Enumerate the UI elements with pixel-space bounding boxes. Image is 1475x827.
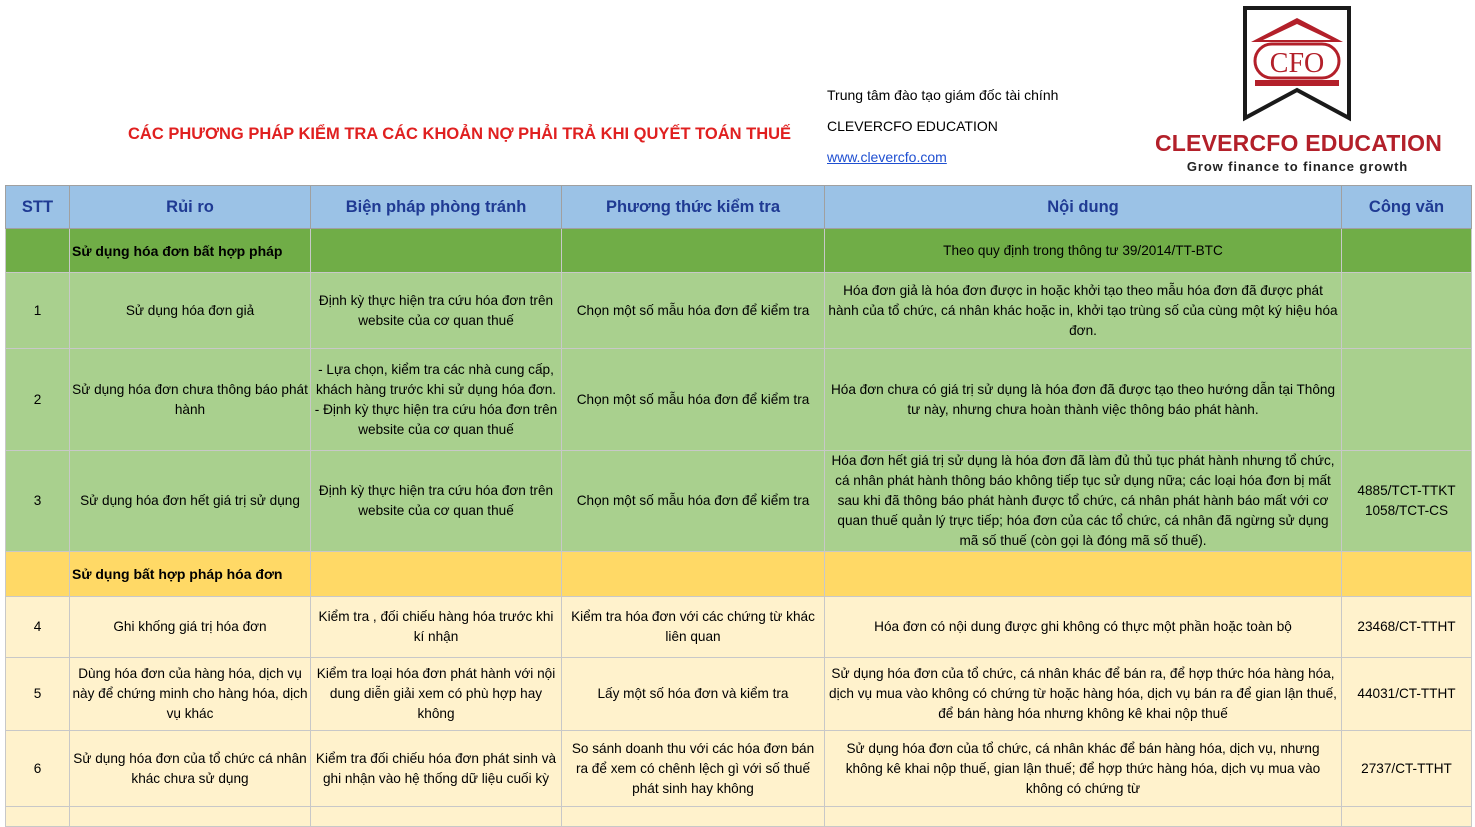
- method-cell[interactable]: Chọn một số mẫu hóa đơn để kiểm tra: [562, 273, 825, 349]
- doc-cell[interactable]: [1342, 273, 1472, 349]
- risk-cell[interactable]: Sử dụng hóa đơn chưa thông báo phát hành: [70, 349, 311, 451]
- col-header-prevention[interactable]: Biện pháp phòng tránh: [311, 186, 562, 229]
- empty-cell[interactable]: [562, 807, 825, 827]
- doc-cell[interactable]: 44031/CT-TTHT: [1342, 658, 1472, 731]
- section-empty-cell[interactable]: [311, 552, 562, 597]
- logo-slogan: Grow finance to finance growth: [1186, 159, 1409, 174]
- table-row: [6, 658, 1472, 731]
- table-row: [6, 597, 1472, 658]
- doc-cell[interactable]: 23468/CT-TTHT: [1342, 597, 1472, 658]
- empty-cell[interactable]: [1342, 807, 1472, 827]
- page-title: CÁC PHƯƠNG PHÁP KIỂM TRA CÁC KHOẢN NỢ PHẢI TRẢ KHI QUYẾT TOÁN THUẾ: [128, 125, 792, 143]
- risk-cell[interactable]: Sử dụng hóa đơn hết giá trị sử dụng: [70, 451, 311, 552]
- prevention-cell[interactable]: Định kỳ thực hiện tra cứu hóa đơn trên website của cơ quan thuế: [311, 451, 562, 552]
- doc-cell[interactable]: 2737/CT-TTHT: [1342, 731, 1472, 807]
- cfo-house-icon: [1155, 6, 1440, 131]
- method-cell[interactable]: Chọn một số mẫu hóa đơn để kiểm tra: [562, 349, 825, 451]
- empty-cell[interactable]: [70, 807, 311, 827]
- section-empty-cell[interactable]: [562, 229, 825, 273]
- table-row: [6, 273, 1472, 349]
- stt-cell[interactable]: 2: [6, 349, 70, 451]
- section-row-illegal-use: [6, 552, 1472, 597]
- risk-cell[interactable]: Sử dụng hóa đơn giả: [70, 273, 311, 349]
- risk-cell[interactable]: Dùng hóa đơn của hàng hóa, dịch vụ này để chứng minh cho hàng hóa, dịch vụ khác: [70, 658, 311, 731]
- section-empty-cell[interactable]: [311, 229, 562, 273]
- website-link[interactable]: www.clevercfo.com: [827, 149, 947, 165]
- empty-cell[interactable]: [825, 807, 1342, 827]
- section-empty-cell[interactable]: [825, 552, 1342, 597]
- center-name: Trung tâm đào tạo giám đốc tài chính: [827, 87, 1059, 103]
- stt-cell[interactable]: 4: [6, 597, 70, 658]
- section-stt-cell[interactable]: [6, 229, 70, 273]
- section-empty-cell[interactable]: [562, 552, 825, 597]
- org-name: CLEVERCFO EDUCATION: [827, 118, 998, 134]
- table-row: [6, 451, 1472, 552]
- col-header-risk[interactable]: Rủi ro: [70, 186, 311, 229]
- method-cell[interactable]: Chọn một số mẫu hóa đơn để kiểm tra: [562, 451, 825, 552]
- center-info: [827, 80, 1058, 173]
- stt-cell[interactable]: 1: [6, 273, 70, 349]
- content-cell[interactable]: Hóa đơn hết giá trị sử dụng là hóa đơn đã làm đủ thủ tục phát hành nhưng tổ chức, cá nhân phát hành thông báo không tiếp tục sử dụng nữa; các loại hóa đơn bị mất sau khi đã thông báo phát hành được tổ chức, cá nhân phát hành báo mất với cơ quan thuế quản lý trực tiếp; hóa đơn của các tổ chức, cá nhân đã ngừng sử dụng mã số thuế (còn gọi là đóng mã số thuế).: [825, 451, 1342, 552]
- col-header-content[interactable]: Nội dung: [825, 186, 1342, 229]
- col-header-stt[interactable]: STT: [6, 186, 70, 229]
- col-header-method[interactable]: Phương thức kiểm tra: [562, 186, 825, 229]
- clevercfo-logo: [1155, 6, 1443, 178]
- risk-cell[interactable]: Sử dụng hóa đơn của tổ chức cá nhân khác chưa sử dụng: [70, 731, 311, 807]
- section-note[interactable]: Theo quy định trong thông tư 39/2014/TT-BTC: [825, 229, 1342, 273]
- method-cell[interactable]: So sánh doanh thu với các hóa đơn bán ra để xem có chênh lệch gì với số thuế phát sinh hay không: [562, 731, 825, 807]
- section-empty-cell[interactable]: [1342, 552, 1472, 597]
- empty-cell[interactable]: [311, 807, 562, 827]
- table-row: [6, 731, 1472, 807]
- table-row: [6, 349, 1472, 451]
- doc-cell[interactable]: [1342, 349, 1472, 451]
- content-cell[interactable]: Sử dụng hóa đơn của tổ chức, cá nhân khác để bán hàng hóa, dịch vụ, nhưng không kê khai nộp thuế, gian lận thuế; để hợp thức hàng hóa, dịch vụ mua vào không có chứng từ: [825, 731, 1342, 807]
- section-stt-cell[interactable]: [6, 552, 70, 597]
- content-cell[interactable]: Sử dụng hóa đơn của tổ chức, cá nhân khác để bán ra, để hợp thức hóa hàng hóa, dịch vụ mua vào không có chứng từ hoặc hàng hóa, dịch vụ bán ra để gian lận thuế, để bán hàng hóa nhưng không kê khai nộp thuế: [825, 658, 1342, 731]
- prevention-cell[interactable]: Kiểm tra đối chiếu hóa đơn phát sinh và ghi nhận vào hệ thống dữ liệu cuối kỳ: [311, 731, 562, 807]
- content-cell[interactable]: Hóa đơn chưa có giá trị sử dụng là hóa đơn đã được tạo theo hướng dẫn tại Thông tư này, nhưng chưa hoàn thành việc thông báo phát hành.: [825, 349, 1342, 451]
- stt-cell[interactable]: 3: [6, 451, 70, 552]
- prevention-cell[interactable]: Định kỳ thực hiện tra cứu hóa đơn trên website của cơ quan thuế: [311, 273, 562, 349]
- method-cell[interactable]: Kiểm tra hóa đơn với các chứng từ khác liên quan: [562, 597, 825, 658]
- tax-check-table: [5, 185, 1472, 827]
- prevention-cell[interactable]: Kiểm tra loại hóa đơn phát hành với nội dung diễn giải xem có phù hợp hay không: [311, 658, 562, 731]
- content-cell[interactable]: Hóa đơn có nội dung được ghi không có thực một phần hoặc toàn bộ: [825, 597, 1342, 658]
- table-header-row: [6, 186, 1472, 229]
- content-cell[interactable]: Hóa đơn giả là hóa đơn được in hoặc khởi tạo theo mẫu hóa đơn đã được phát hành của tổ chức, cá nhân khác hoặc in, khởi tạo trùng số của cùng một ký hiệu hóa đơn.: [825, 273, 1342, 349]
- col-header-doc[interactable]: Công văn: [1342, 186, 1472, 229]
- prevention-cell[interactable]: - Lựa chọn, kiểm tra các nhà cung cấp, khách hàng trước khi sử dụng hóa đơn. - Định kỳ thực hiện tra cứu hóa đơn trên website của cơ quan thuế: [311, 349, 562, 451]
- svg-text:CFO: CFO: [1269, 48, 1325, 79]
- stt-cell[interactable]: 6: [6, 731, 70, 807]
- method-cell[interactable]: Lấy một số hóa đơn và kiểm tra: [562, 658, 825, 731]
- section-title[interactable]: Sử dụng bất hợp pháp hóa đơn: [70, 552, 311, 597]
- section-row-illegal-invoice: [6, 229, 1472, 273]
- risk-cell[interactable]: Ghi khống giá trị hóa đơn: [70, 597, 311, 658]
- prevention-cell[interactable]: Kiểm tra , đối chiếu hàng hóa trước khi kí nhận: [311, 597, 562, 658]
- empty-cell[interactable]: [6, 807, 70, 827]
- table-row-partial: [6, 807, 1472, 827]
- section-empty-cell[interactable]: [1342, 229, 1472, 273]
- stt-cell[interactable]: 5: [6, 658, 70, 731]
- doc-cell[interactable]: 4885/TCT-TTKT 1058/TCT-CS: [1342, 451, 1472, 552]
- section-title[interactable]: Sử dụng hóa đơn bất hợp pháp: [70, 229, 311, 273]
- logo-brand: CLEVERCFO EDUCATION: [1155, 130, 1443, 156]
